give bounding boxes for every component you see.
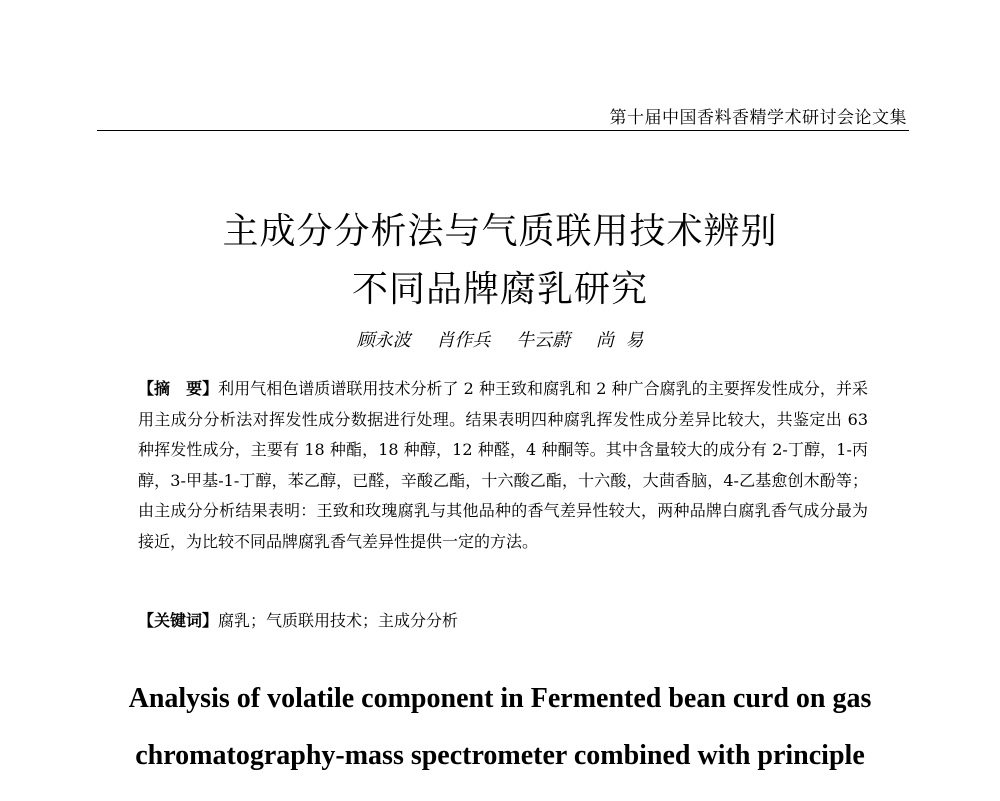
author-name: 牛云蔚	[516, 330, 571, 351]
author-name: 肖作兵	[436, 330, 491, 351]
author-name: 顾永波	[356, 330, 411, 351]
keywords-text: 腐乳；气质联用技术；主成分分析	[218, 611, 459, 630]
abstract-text: 利用气相色谱质谱联用技术分析了 2 种王致和腐乳和 2 种广合腐乳的主要挥发性成分，并采用主成分分析法对挥发性成分数据进行处理。结果表明四种腐乳挥发性成分差异比较大，共鉴定出 63 种挥发性成分，主要有 18 种酯，18 种醇，12 种醛，4 种酮等。其中含量较大的成分有 2-丁醇，1-丙醇，3-甲基-1-丁醇，苯乙醇，已醛，辛酸乙酯，十六酸乙酯，十六酸，大茴香脑，4-乙基愈创木酚等；由主成分分析结果表明：王致和玫瑰腐乳与其他品种的香气差异性较大，两种品牌白腐乳香气成分最为接近，为比较不同品牌腐乳香气差异性提供一定的方法。	[138, 379, 868, 551]
paper-title-line-2: 不同品牌腐乳研究	[351, 269, 648, 310]
english-title-line-2: chromatography-mass spectrometer combined with principle	[135, 740, 865, 771]
running-header: 第十届中国香料香精学术研讨会论文集	[609, 108, 907, 128]
abstract-label: 【摘 要】	[138, 379, 219, 398]
keywords-label: 【关键词】	[138, 611, 219, 630]
english-title-line-1: Analysis of volatile component in Fermented bean curd on gas	[128, 683, 872, 714]
header-rule	[97, 130, 909, 131]
keywords	[138, 608, 868, 631]
author-name: 尚 易	[595, 330, 644, 351]
abstract	[138, 374, 868, 557]
authors	[0, 326, 1000, 352]
paper-title-line-1: 主成分分析法与气质联用技术辨别	[222, 211, 778, 252]
